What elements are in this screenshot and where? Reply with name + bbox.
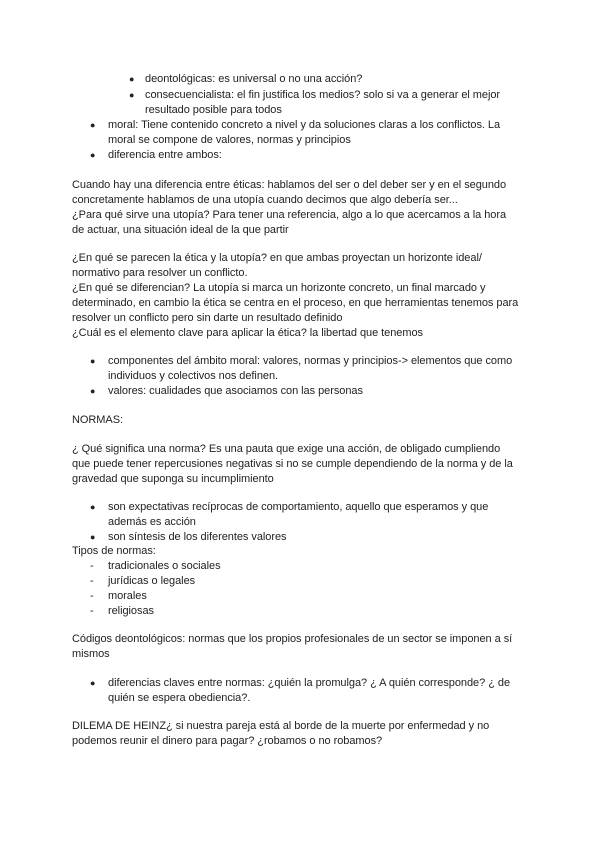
list-item-valores: valores: cualidades que asociamos con las personas (108, 385, 363, 397)
list-item-componentes-l2: individuos y colectivos nos definen. (108, 370, 279, 382)
dash-bullet: - (90, 560, 94, 572)
tipos-item: religiosas (108, 605, 154, 617)
bullet: ● (90, 120, 96, 130)
paragraph-line: normativo para resolver un conflicto. (72, 267, 248, 279)
sub-item-consecuencialista-l1: consecuencialista: el fin justifica los medios? solo si va a generar el mejor (145, 89, 501, 101)
paragraph-line: que puede tener repercusiones negativas si no se cumple dependiendo de la norma y de la (72, 458, 513, 470)
list-item-componentes-l1: componentes del ámbito moral: valores, normas y principios-> elementos que como (108, 355, 513, 367)
tipos-label: Tipos de normas: (72, 545, 156, 557)
paragraph-line: gravedad que suponga su incumplimiento (72, 473, 274, 485)
list-item-moral-l1: moral: Tiene contenido concreto a nivel y da soluciones claras a los conflictos. La (108, 119, 501, 131)
list-item-sintesis: son síntesis de los diferentes valores (108, 531, 287, 543)
list-item-expectativas-l1: son expectativas recíprocas de comportamiento, aquello que esperamos y que (108, 501, 489, 513)
paragraph-line: Cuando hay una diferencia entre éticas: hablamos del ser o del deber ser y en el segundo (72, 179, 507, 191)
bullet: ● (90, 386, 96, 396)
paragraph-line: mismos (72, 648, 110, 660)
bullet: ● (90, 150, 96, 160)
paragraph-line: concretamente hablamos de una utopía cuando decimos que algo debería ser... (72, 194, 458, 206)
bullet: ● (90, 532, 96, 542)
paragraph-line: ¿Cuál es el elemento clave para aplicar la ética? la libertad que tenemos (72, 327, 423, 339)
bullet: ● (90, 356, 96, 366)
tipos-item: jurídicas o legales (108, 575, 196, 587)
paragraph-line: ¿En qué se diferencian? La utopía si marca un horizonte concreto, un final marcado y (72, 282, 486, 294)
sub-item-consecuencialista-l2: resultado posible para todos (145, 104, 282, 116)
section-heading-normas: NORMAS: (72, 414, 123, 426)
list-item-diferencias-l2: quién se espera obediencia?. (108, 692, 251, 704)
paragraph-line: de actuar, una situación ideal de la que partir (72, 224, 289, 236)
paragraph-line: ¿Para qué sirve una utopía? Para tener una referencia, algo a lo que acercamos a la hora (72, 209, 507, 221)
paragraph-line: resolver un conflicto pero sin darte un resultado definido (72, 312, 343, 324)
bullet-hollow: ● (129, 74, 135, 84)
dash-bullet: - (90, 605, 94, 617)
paragraph-line: Códigos deontológicos: normas que los propios profesionales de un sector se imponen a sí (72, 633, 513, 645)
bullet-hollow: ● (129, 90, 135, 100)
list-item-diferencia: diferencia entre ambos: (108, 149, 222, 161)
dash-bullet: - (90, 590, 94, 602)
bullet: ● (90, 502, 96, 512)
list-item-expectativas-l2: además es acción (108, 516, 196, 528)
list-item-diferencias-l1: diferencias claves entre normas: ¿quién la promulga? ¿ A quién corresponde? ¿ de (108, 677, 511, 689)
paragraph-line: determinado, en cambio la ética se centra en el proceso, en que herramientas tenemos para (72, 297, 519, 309)
dash-bullet: - (90, 575, 94, 587)
list-item-moral-l2: moral se compone de valores, normas y principios (108, 134, 351, 146)
tipos-item: tradicionales o sociales (108, 560, 221, 572)
paragraph-line: podemos reunir el dinero para pagar? ¿robamos o no robamos? (72, 735, 383, 747)
tipos-item: morales (108, 590, 147, 602)
paragraph-line: ¿ Qué significa una norma? Es una pauta que exige una acción, de obligado cumpliendo (72, 443, 501, 455)
bullet: ● (90, 678, 96, 688)
paragraph-line: DILEMA DE HEINZ¿ si nuestra pareja está al borde de la muerte por enfermedad y no (72, 720, 490, 732)
sub-item-deontologicas: deontológicas: es universal o no una acción? (145, 73, 363, 85)
paragraph-line: ¿En qué se parecen la ética y la utopía? en que ambas proyectan un horizonte ideal/ (72, 252, 482, 264)
